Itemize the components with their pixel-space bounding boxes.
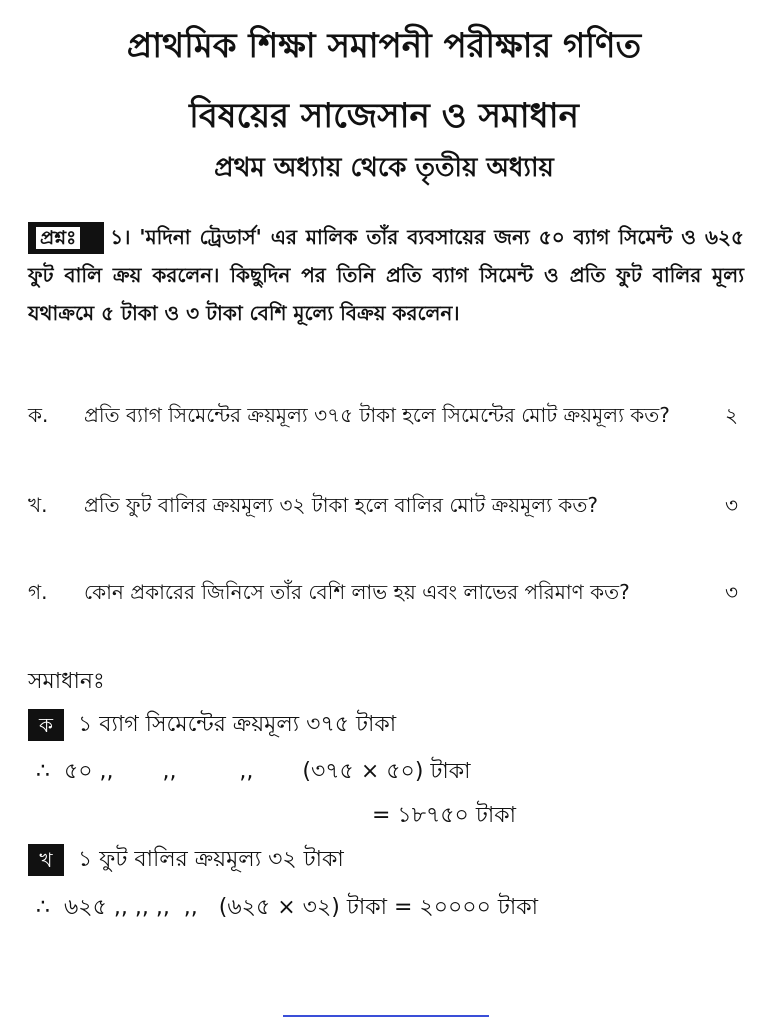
part-marks: ২ <box>724 403 738 427</box>
question-badge <box>28 222 104 254</box>
question-text: 'মদিনা ট্রেডার্স' এর মালিক তাঁর ব্যবসায়ের জন্য ৫০ ব্যাগ সিমেন্ট ও ৬২৫ ফুট বালি ক্রয় করলেন। কিছুদিন পর তিনি প্রতি ব্যাগ সিমেন্ট ও প্রতি ফুট বালির মূল্য যথাক্রমে ৫ টাকা ও ৩ টাকা বেশি মূল্যে বিক্রয় করলেন। <box>28 225 744 325</box>
part-label: খ. <box>28 493 48 517</box>
solution-ka-line-2: ∴ ৫০ ,, ,, ,, (৩৭৫ × ৫০) টাকা <box>36 759 471 784</box>
page-title-line-2: বিষয়ের সাজেসান ও সমাধান <box>189 96 579 136</box>
solution-ka-text: ১ ব্যাগ সিমেন্টের ক্রয়মূল্য ৩৭৫ টাকা <box>78 712 397 737</box>
part-label: ক. <box>28 403 49 427</box>
question-stem <box>28 218 744 332</box>
part-marks: ৩ <box>724 580 738 604</box>
question-part-ga <box>28 570 744 614</box>
part-marks: ৩ <box>724 493 738 517</box>
page-title: প্রাথমিক শিক্ষা সমাপনী পরীক্ষার গণিত <box>126 26 642 66</box>
question-number: ১। <box>110 225 131 249</box>
part-label: গ. <box>28 580 48 604</box>
part-text: প্রতি ব্যাগ সিমেন্টের ক্রয়মূল্য ৩৭৫ টাকা হলে সিমেন্টের মোট ক্রয়মূল্য কত? <box>84 403 670 427</box>
question-badge-label: প্রশ্নঃ <box>36 227 80 249</box>
page-subtitle: প্রথম অধ্যায় থেকে তৃতীয় অধ্যায় <box>214 153 554 183</box>
solution-heading: সমাধানঃ <box>28 669 105 694</box>
solution-kha-text: ১ ফুট বালির ক্রয়মূল্য ৩২ টাকা <box>78 847 344 872</box>
solution-kha-line-1 <box>28 840 344 880</box>
part-text: প্রতি ফুট বালির ক্রয়মূল্য ৩২ টাকা হলে বালির মোট ক্রয়মূল্য কত? <box>84 493 598 517</box>
bottom-link-underline <box>283 1015 489 1017</box>
solution-kha-box: খ <box>28 844 64 876</box>
solution-ka-box: ক <box>28 709 64 741</box>
question-part-kha <box>28 483 744 527</box>
solution-ka-line-3: = ১৮৭৫০ টাকা <box>372 803 516 828</box>
question-part-ka <box>28 393 744 437</box>
part-text: কোন প্রকারের জিনিসে তাঁর বেশি লাভ হয় এবং লাভের পরিমাণ কত? <box>84 580 630 604</box>
solution-ka-line-1 <box>28 705 396 745</box>
solution-kha-line-2: ∴ ৬২৫ ,, ,, ,, ,, (৬২৫ × ৩২) টাকা = ২০০০০ টাকা <box>36 895 539 920</box>
